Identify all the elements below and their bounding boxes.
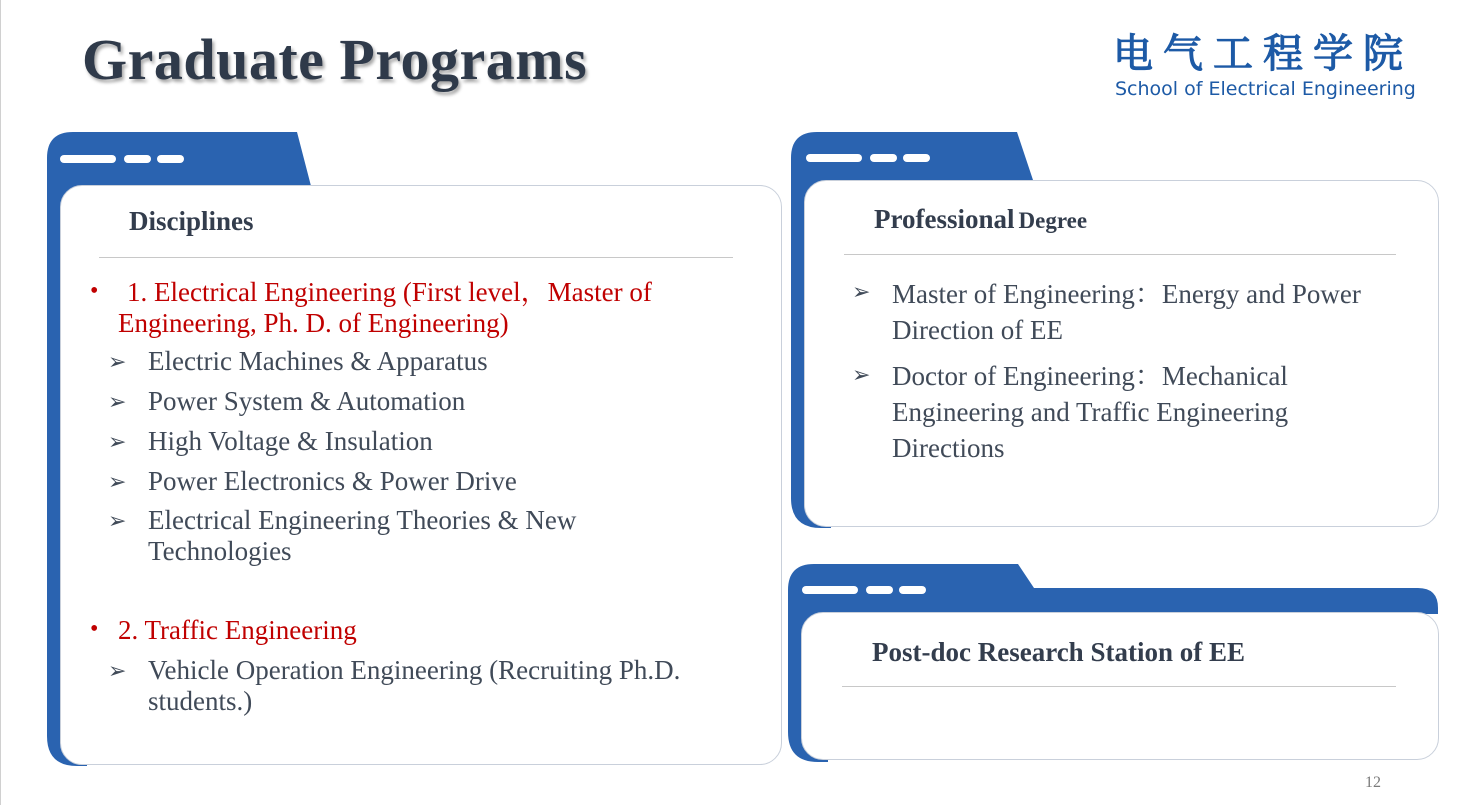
school-logo-english: School of Electrical Engineering: [1115, 78, 1416, 100]
slide-edge: [0, 0, 1, 805]
bullet-dot: •: [90, 616, 99, 642]
window-tab-dashes: [806, 154, 862, 162]
professional-item-2: Doctor of Engineering：Mechanical Engineering and Traffic Engineering Directions: [892, 361, 1289, 463]
postdoc-heading-rule: [842, 686, 1396, 687]
ee-item-5: Electrical Engineering Theories & New Technologies: [148, 505, 577, 566]
ee-item-2: Power System & Automation: [148, 386, 466, 416]
arrowhead-icon: ➢: [108, 658, 127, 683]
professional-item-1: Master of Engineering：Energy and Power Direction of EE: [892, 279, 1361, 345]
arrowhead-icon: ➢: [108, 389, 127, 414]
school-logo-chinese: 电气工程学院: [1113, 30, 1413, 77]
professional-heading-rule: [844, 254, 1396, 255]
postdoc-heading: Post-doc Research Station of EE: [872, 637, 1245, 667]
arrowhead-icon: ➢: [108, 469, 127, 494]
arrowhead-icon: ➢: [108, 508, 127, 533]
disciplines-heading: Disciplines: [129, 206, 254, 236]
bullet-dot: •: [90, 278, 99, 304]
ee-item-4: Power Electronics & Power Drive: [148, 466, 517, 496]
page-number: 12: [1365, 774, 1381, 791]
professional-degree-heading: [874, 204, 1087, 235]
professional-heading-main: Professional: [874, 204, 1015, 234]
arrowhead-icon: ➢: [852, 279, 871, 304]
window-tab-dashes: [802, 586, 858, 594]
disciplines-heading-rule: [99, 257, 733, 258]
ee-item-3: High Voltage & Insulation: [148, 426, 433, 456]
arrowhead-icon: ➢: [108, 429, 127, 454]
traffic-item-1: Vehicle Operation Engineering (Recruiting Ph.D. students.): [148, 655, 681, 716]
slide-title: Graduate Programs: [82, 27, 588, 92]
ee-discipline-title: 1. Electrical Engineering (First level，Master of Engineering, Ph. D. of Engineering): [118, 277, 652, 338]
professional-heading-sub: Degree: [1018, 208, 1088, 233]
arrowhead-icon: ➢: [852, 362, 871, 387]
arrowhead-icon: ➢: [108, 349, 127, 374]
window-tab-dashes: [60, 155, 116, 163]
ee-item-1: Electric Machines & Apparatus: [148, 346, 488, 376]
traffic-discipline-title: 2. Traffic Engineering: [118, 615, 357, 645]
